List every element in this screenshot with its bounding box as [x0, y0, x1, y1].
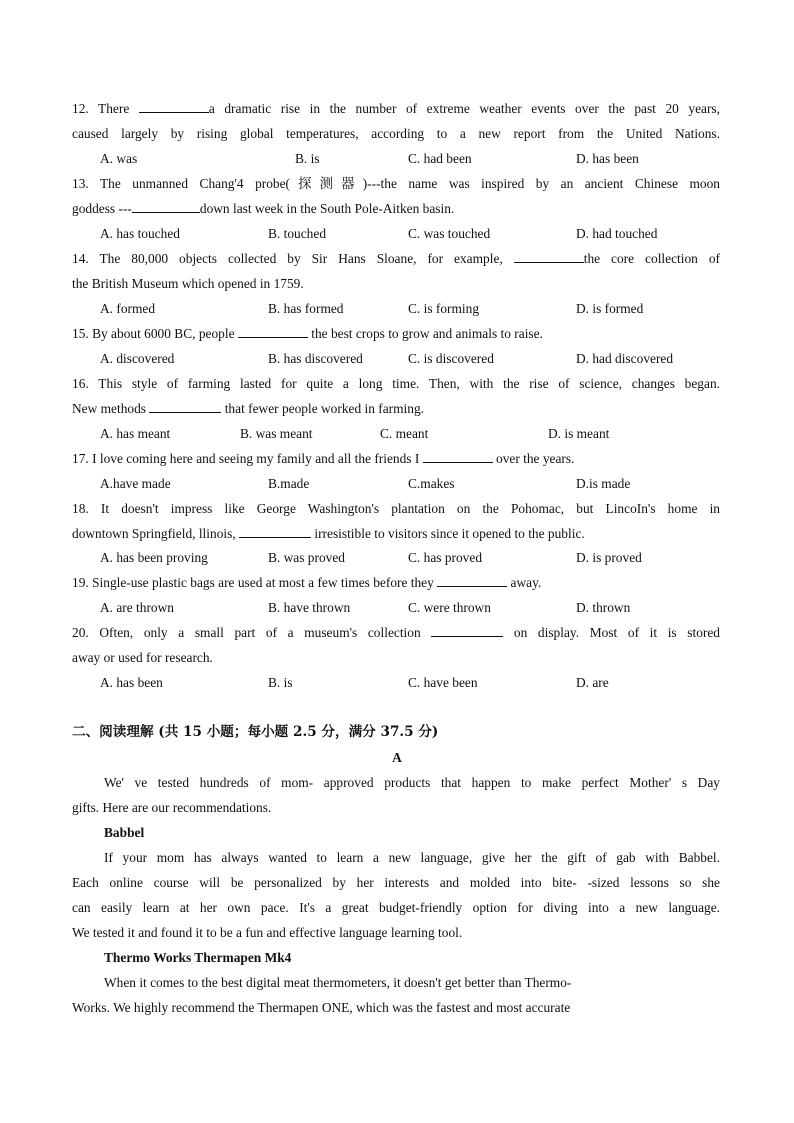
item-title-babbel: Babbel	[104, 825, 145, 840]
answer-blank	[423, 450, 493, 463]
option-d: D. has been	[576, 151, 639, 166]
option-a: A. was	[100, 151, 138, 166]
option-a: A. discovered	[100, 351, 175, 366]
thermapen-line-1: When it comes to the best digital meat thermometers, it doesn't get better than Thermo-	[104, 975, 572, 990]
option-b: B. was proved	[268, 550, 345, 565]
q19-text-a: 19. Single-use plastic bags are used at most a few times before they	[72, 575, 438, 590]
option-b: B. is	[295, 151, 320, 166]
option-a: A. are thrown	[100, 600, 174, 615]
question-18-line-2	[72, 525, 720, 543]
question-13-line-2	[72, 200, 720, 218]
q18-text-b: irresistible to visitors since it opened to the public.	[311, 526, 585, 541]
option-d: D.is made	[576, 476, 631, 491]
question-18-options	[72, 549, 722, 567]
babbel-line-2: Each online course will be personalized by her interests and molded into bite- -sized lessons so she	[72, 875, 720, 890]
question-13-options	[72, 225, 722, 243]
babbel-line-1: If your mom has always wanted to learn a new language, give her the gift of gab with Babbel.	[104, 850, 720, 865]
question-16-line-2	[72, 400, 720, 418]
question-14-line-2: the British Museum which opened in 1759.	[72, 276, 304, 291]
babbel-line-3: can easily learn at her own pace. It's a great budget-friendly option for diving into a new language.	[72, 900, 720, 915]
option-b: B.made	[268, 476, 310, 491]
option-a: A. has been proving	[100, 550, 208, 565]
option-b: B. is	[268, 675, 293, 690]
option-d: D. had touched	[576, 226, 658, 241]
q19-text-b: away.	[507, 575, 542, 590]
answer-blank	[149, 400, 221, 413]
q15-text-a: 15. By about 6000 BC, people	[72, 326, 238, 341]
option-b: B. has formed	[268, 301, 344, 316]
answer-blank	[139, 100, 209, 113]
q12-text-a: 12. There	[72, 101, 139, 116]
option-b: B. have thrown	[268, 600, 351, 615]
question-12-line-1	[72, 100, 720, 118]
option-d: D. is proved	[576, 550, 642, 565]
answer-blank	[514, 250, 584, 263]
question-17-options	[72, 475, 722, 493]
question-20-line-1	[72, 624, 720, 642]
option-d: D. is formed	[576, 301, 644, 316]
q15-text-b: the best crops to grow and animals to raise.	[307, 326, 543, 341]
question-14-line-1	[72, 250, 720, 268]
q20-text-a: 20. Often, only a small part of a museum's collection	[72, 625, 432, 640]
passage-label: A	[392, 750, 402, 765]
answer-blank	[437, 574, 507, 587]
question-12-options	[72, 150, 722, 168]
question-14-options	[72, 300, 722, 318]
option-c: C.makes	[408, 476, 455, 491]
question-16-options	[72, 425, 722, 443]
question-12-line-2: caused largely by rising global temperatures, according to a new report from the United Nations.	[72, 126, 720, 141]
option-c: C. is discovered	[408, 351, 494, 366]
intro-line-1: We' ve tested hundreds of mom- approved products that happen to make perfect Mother' s Day	[104, 775, 720, 790]
intro-line-2: gifts. Here are our recommendations.	[72, 800, 272, 815]
option-c: C. had been	[408, 151, 472, 166]
q17-text-b: over the years.	[492, 451, 575, 466]
question-20-options	[72, 674, 722, 692]
option-b: B. has discovered	[268, 351, 363, 366]
babbel-line-4: We tested it and found it to be a fun and effective language learning tool.	[72, 925, 463, 940]
item-title-thermapen: Thermo Works Thermapen Mk4	[104, 950, 292, 965]
option-c: C. have been	[408, 675, 478, 690]
option-a: A. has touched	[100, 226, 180, 241]
option-c: C. were thrown	[408, 600, 491, 615]
question-17-line-1	[72, 450, 720, 468]
question-16-line-1: 16. This style of farming lasted for quite a long time. Then, with the rise of science, changes began.	[72, 376, 720, 391]
option-b: B. was meant	[240, 426, 313, 441]
option-c: C. is forming	[408, 301, 480, 316]
option-c: C. was touched	[408, 226, 491, 241]
option-d: D. thrown	[576, 600, 631, 615]
q12-text-b: a dramatic rise in the number of extreme weather events over the past 20 years,	[208, 101, 720, 116]
option-b: B. touched	[268, 226, 327, 241]
q20-text-b: on display. Most of it is stored	[503, 625, 720, 640]
question-20-line-2: away or used for research.	[72, 650, 213, 665]
question-15-options	[72, 350, 722, 368]
answer-blank	[239, 525, 311, 538]
question-19-line-1	[72, 574, 720, 592]
q14-text-a: 14. The 80,000 objects collected by Sir Hans Sloane, for example,	[72, 251, 514, 266]
option-a: A. has meant	[100, 426, 171, 441]
q16-text-a: New methods	[72, 401, 150, 416]
answer-blank	[431, 624, 503, 637]
option-a: A.have made	[100, 476, 171, 491]
answer-blank	[132, 200, 200, 213]
option-a: A. formed	[100, 301, 156, 316]
q14-text-b: the core collection of	[583, 251, 720, 266]
answer-blank	[238, 325, 308, 338]
q13-text-b: down last week in the South Pole-Aitken basin.	[199, 201, 455, 216]
question-13-line-1: 13. The unmanned Chang'4 probe(探测器)---the name was inspired by an ancient Chinese moon	[72, 176, 720, 191]
question-19-options	[72, 599, 722, 617]
q18-text-a: downtown Springfield, llinois,	[72, 526, 240, 541]
option-d: D. is meant	[548, 426, 610, 441]
option-c: C. has proved	[408, 550, 483, 565]
option-a: A. has been	[100, 675, 163, 690]
question-18-line-1: 18. It doesn't impress like George Washington's plantation on the Pohomac, but LincoIn's home in	[72, 501, 720, 516]
q17-text-a: 17. I love coming here and seeing my family and all the friends I	[72, 451, 423, 466]
option-d: D. had discovered	[576, 351, 674, 366]
question-15-line-1	[72, 325, 720, 343]
option-d: D. are	[576, 675, 609, 690]
q16-text-b: that fewer people worked in farming.	[221, 401, 425, 416]
section-title: 二、阅读理解 (共 15 小题；每小题 2.5 分，满分 37.5 分)	[72, 724, 439, 740]
q13-text-a: goddess ---	[72, 201, 132, 216]
thermapen-line-2: Works. We highly recommend the Thermapen ONE, which was the fastest and most accurate	[72, 1000, 571, 1015]
option-c: C. meant	[380, 426, 429, 441]
